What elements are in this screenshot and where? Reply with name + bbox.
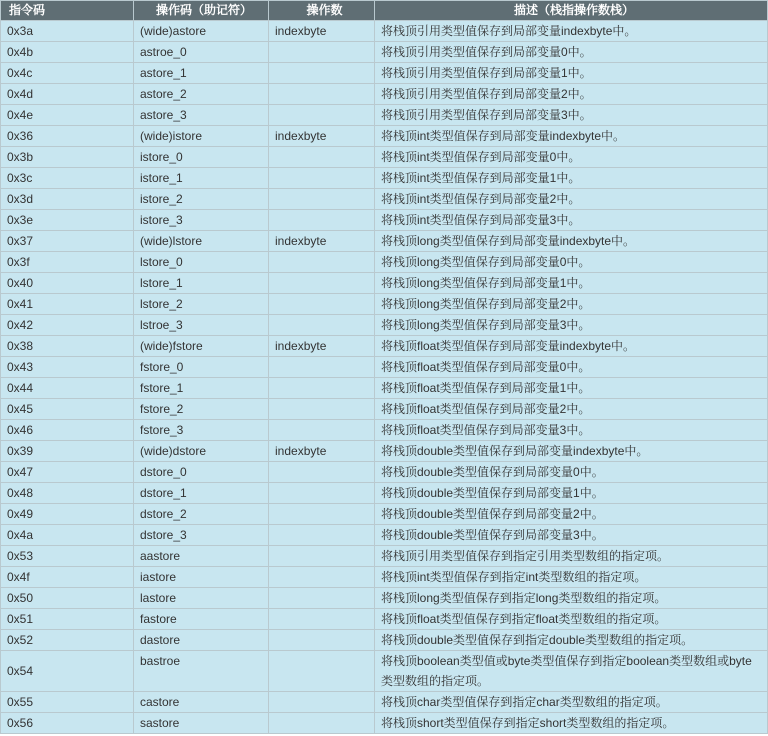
cell-mnemonic: astore_3: [134, 105, 269, 126]
table-row: [1, 546, 768, 567]
cell-description: 将栈顶float类型值保存到指定float类型数组的指定项。: [375, 609, 768, 630]
cell-operand: [269, 462, 375, 483]
table-row: [1, 357, 768, 378]
cell-description: 将栈顶int类型值保存到局部变量1中。: [375, 168, 768, 189]
table-row: [1, 441, 768, 462]
cell-description: 将栈顶引用类型值保存到局部变量indexbyte中。: [375, 21, 768, 42]
table-body: [1, 21, 768, 734]
cell-description: 将栈顶float类型值保存到局部变量3中。: [375, 420, 768, 441]
cell-opcode: 0x39: [1, 441, 134, 462]
cell-mnemonic: (wide)istore: [134, 126, 269, 147]
table-row: [1, 294, 768, 315]
cell-description: 将栈顶引用类型值保存到局部变量3中。: [375, 105, 768, 126]
cell-operand: [269, 630, 375, 651]
table-row: [1, 420, 768, 441]
cell-mnemonic: (wide)lstore: [134, 231, 269, 252]
cell-operand: [269, 252, 375, 273]
cell-operand: [269, 567, 375, 588]
cell-operand: [269, 483, 375, 504]
cell-opcode: 0x3a: [1, 21, 134, 42]
table-row: [1, 126, 768, 147]
cell-mnemonic: bastroe: [134, 651, 269, 692]
cell-opcode: 0x38: [1, 336, 134, 357]
table-row: [1, 378, 768, 399]
cell-operand: [269, 378, 375, 399]
cell-mnemonic: (wide)dstore: [134, 441, 269, 462]
table-row: [1, 105, 768, 126]
cell-mnemonic: lstore_0: [134, 252, 269, 273]
cell-description: 将栈顶boolean类型值或byte类型值保存到指定boolean类型数组或byte类型数组的指定项。: [375, 651, 768, 692]
cell-opcode: 0x44: [1, 378, 134, 399]
cell-operand: indexbyte: [269, 441, 375, 462]
cell-mnemonic: astore_2: [134, 84, 269, 105]
cell-description: 将栈顶double类型值保存到局部变量indexbyte中。: [375, 441, 768, 462]
table-row: [1, 504, 768, 525]
table-row: [1, 651, 768, 692]
cell-description: 将栈顶int类型值保存到局部变量2中。: [375, 189, 768, 210]
cell-operand: [269, 63, 375, 84]
cell-mnemonic: lstore_1: [134, 273, 269, 294]
cell-operand: [269, 588, 375, 609]
table-row: [1, 336, 768, 357]
header-description: 描述（栈指操作数栈）: [375, 1, 768, 21]
header-opcode: 指令码: [1, 1, 134, 21]
cell-operand: indexbyte: [269, 126, 375, 147]
cell-description: 将栈顶double类型值保存到局部变量1中。: [375, 483, 768, 504]
cell-operand: [269, 357, 375, 378]
cell-mnemonic: fastore: [134, 609, 269, 630]
cell-mnemonic: (wide)astore: [134, 21, 269, 42]
cell-description: 将栈顶double类型值保存到局部变量3中。: [375, 525, 768, 546]
table-row: [1, 168, 768, 189]
cell-description: 将栈顶float类型值保存到局部变量indexbyte中。: [375, 336, 768, 357]
cell-operand: [269, 504, 375, 525]
cell-opcode: 0x3f: [1, 252, 134, 273]
cell-operand: [269, 315, 375, 336]
cell-mnemonic: astroe_0: [134, 42, 269, 63]
cell-operand: [269, 399, 375, 420]
cell-description: 将栈顶int类型值保存到局部变量indexbyte中。: [375, 126, 768, 147]
cell-opcode: 0x3b: [1, 147, 134, 168]
cell-mnemonic: fstore_2: [134, 399, 269, 420]
cell-description: 将栈顶引用类型值保存到指定引用类型数组的指定项。: [375, 546, 768, 567]
cell-mnemonic: iastore: [134, 567, 269, 588]
cell-mnemonic: aastore: [134, 546, 269, 567]
cell-description: 将栈顶引用类型值保存到局部变量1中。: [375, 63, 768, 84]
cell-opcode: 0x3c: [1, 168, 134, 189]
cell-operand: [269, 609, 375, 630]
table-row: [1, 147, 768, 168]
cell-operand: [269, 692, 375, 713]
cell-mnemonic: fstore_1: [134, 378, 269, 399]
cell-mnemonic: astore_1: [134, 63, 269, 84]
cell-description: 将栈顶引用类型值保存到局部变量2中。: [375, 84, 768, 105]
table-row: [1, 567, 768, 588]
cell-opcode: 0x4d: [1, 84, 134, 105]
cell-operand: [269, 546, 375, 567]
cell-operand: [269, 147, 375, 168]
cell-operand: indexbyte: [269, 21, 375, 42]
cell-mnemonic: dastore: [134, 630, 269, 651]
cell-operand: indexbyte: [269, 231, 375, 252]
table-row: [1, 525, 768, 546]
cell-description: 将栈顶short类型值保存到指定short类型数组的指定项。: [375, 713, 768, 734]
cell-description: 将栈顶double类型值保存到局部变量2中。: [375, 504, 768, 525]
cell-mnemonic: sastore: [134, 713, 269, 734]
cell-description: 将栈顶long类型值保存到局部变量2中。: [375, 294, 768, 315]
table-row: [1, 231, 768, 252]
cell-description: 将栈顶long类型值保存到指定long类型数组的指定项。: [375, 588, 768, 609]
cell-description: 将栈顶float类型值保存到局部变量2中。: [375, 399, 768, 420]
cell-opcode: 0x47: [1, 462, 134, 483]
cell-mnemonic: dstore_1: [134, 483, 269, 504]
cell-operand: [269, 651, 375, 692]
cell-mnemonic: castore: [134, 692, 269, 713]
cell-description: 将栈顶double类型值保存到局部变量0中。: [375, 462, 768, 483]
cell-opcode: 0x36: [1, 126, 134, 147]
cell-opcode: 0x56: [1, 713, 134, 734]
table-header-row: [1, 1, 768, 21]
cell-opcode: 0x42: [1, 315, 134, 336]
table-row: [1, 713, 768, 734]
table-row: [1, 273, 768, 294]
cell-description: 将栈顶long类型值保存到局部变量indexbyte中。: [375, 231, 768, 252]
cell-opcode: 0x45: [1, 399, 134, 420]
cell-opcode: 0x52: [1, 630, 134, 651]
cell-opcode: 0x53: [1, 546, 134, 567]
table-row: [1, 252, 768, 273]
cell-description: 将栈顶double类型值保存到指定double类型数组的指定项。: [375, 630, 768, 651]
table-row: [1, 63, 768, 84]
table-row: [1, 483, 768, 504]
header-operand: 操作数: [269, 1, 375, 21]
cell-mnemonic: dstore_2: [134, 504, 269, 525]
cell-opcode: 0x49: [1, 504, 134, 525]
cell-opcode: 0x43: [1, 357, 134, 378]
cell-description: 将栈顶float类型值保存到局部变量1中。: [375, 378, 768, 399]
cell-opcode: 0x50: [1, 588, 134, 609]
cell-mnemonic: lstroe_3: [134, 315, 269, 336]
table-row: [1, 210, 768, 231]
cell-operand: indexbyte: [269, 336, 375, 357]
cell-operand: [269, 294, 375, 315]
cell-mnemonic: istore_2: [134, 189, 269, 210]
cell-description: 将栈顶float类型值保存到局部变量0中。: [375, 357, 768, 378]
cell-mnemonic: dstore_3: [134, 525, 269, 546]
cell-mnemonic: istore_0: [134, 147, 269, 168]
cell-opcode: 0x51: [1, 609, 134, 630]
cell-operand: [269, 420, 375, 441]
table-row: [1, 609, 768, 630]
cell-opcode: 0x4c: [1, 63, 134, 84]
cell-opcode: 0x46: [1, 420, 134, 441]
cell-description: 将栈顶int类型值保存到指定int类型数组的指定项。: [375, 567, 768, 588]
cell-mnemonic: lstore_2: [134, 294, 269, 315]
cell-mnemonic: fstore_3: [134, 420, 269, 441]
cell-mnemonic: istore_3: [134, 210, 269, 231]
table-row: [1, 21, 768, 42]
cell-description: 将栈顶int类型值保存到局部变量0中。: [375, 147, 768, 168]
cell-mnemonic: (wide)fstore: [134, 336, 269, 357]
cell-opcode: 0x37: [1, 231, 134, 252]
cell-opcode: 0x4e: [1, 105, 134, 126]
table-row: [1, 692, 768, 713]
table-row: [1, 399, 768, 420]
cell-opcode: 0x4f: [1, 567, 134, 588]
header-mnemonic: 操作码（助记符）: [134, 1, 269, 21]
cell-operand: [269, 273, 375, 294]
cell-opcode: 0x3d: [1, 189, 134, 210]
cell-operand: [269, 105, 375, 126]
cell-mnemonic: istore_1: [134, 168, 269, 189]
cell-description: 将栈顶char类型值保存到指定char类型数组的指定项。: [375, 692, 768, 713]
cell-opcode: 0x40: [1, 273, 134, 294]
cell-operand: [269, 84, 375, 105]
table-row: [1, 462, 768, 483]
table-row: [1, 588, 768, 609]
cell-description: 将栈顶int类型值保存到局部变量3中。: [375, 210, 768, 231]
cell-description: 将栈顶long类型值保存到局部变量0中。: [375, 252, 768, 273]
cell-operand: [269, 189, 375, 210]
cell-opcode: 0x55: [1, 692, 134, 713]
cell-mnemonic: fstore_0: [134, 357, 269, 378]
cell-mnemonic: lastore: [134, 588, 269, 609]
cell-mnemonic: dstore_0: [134, 462, 269, 483]
cell-opcode: 0x41: [1, 294, 134, 315]
table-row: [1, 189, 768, 210]
cell-operand: [269, 525, 375, 546]
cell-operand: [269, 210, 375, 231]
cell-opcode: 0x48: [1, 483, 134, 504]
cell-opcode: 0x54: [1, 651, 134, 692]
table-row: [1, 84, 768, 105]
cell-operand: [269, 42, 375, 63]
cell-opcode: 0x4b: [1, 42, 134, 63]
table-row: [1, 630, 768, 651]
cell-description: 将栈顶引用类型值保存到局部变量0中。: [375, 42, 768, 63]
cell-description: 将栈顶long类型值保存到局部变量3中。: [375, 315, 768, 336]
cell-opcode: 0x3e: [1, 210, 134, 231]
cell-opcode: 0x4a: [1, 525, 134, 546]
table-row: [1, 42, 768, 63]
cell-operand: [269, 713, 375, 734]
cell-description: 将栈顶long类型值保存到局部变量1中。: [375, 273, 768, 294]
cell-operand: [269, 168, 375, 189]
table-row: [1, 315, 768, 336]
